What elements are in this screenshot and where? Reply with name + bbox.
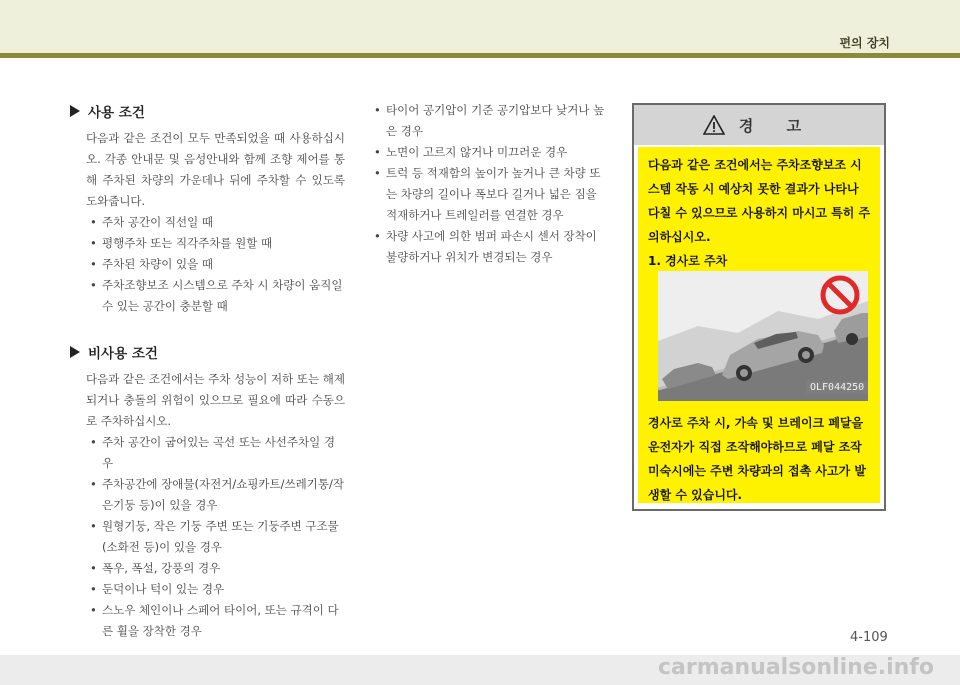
chapter-title: 편의 장치 bbox=[839, 36, 890, 50]
nonuse-conditions-list bbox=[86, 432, 345, 642]
warning-text-slope: 경사로 주차 시, 가속 및 브레이크 페달을 운전자가 직접 조작해야하므로 페달 조작 미숙시에는 주변 차량과의 접촉 사고가 발생할 수 있습니다. bbox=[648, 416, 866, 502]
left-column bbox=[70, 100, 345, 642]
list-item: • 폭우, 폭설, 강풍의 경우 bbox=[86, 558, 345, 579]
triangle-bullet-icon bbox=[70, 105, 80, 117]
page-number: 4-109 bbox=[850, 630, 888, 645]
header-rule bbox=[0, 53, 960, 58]
footer-watermark bbox=[0, 655, 960, 685]
list-item: • 주차 공간이 직선일 때 bbox=[86, 212, 345, 233]
image-code-label: OLF044250 bbox=[806, 381, 868, 394]
middle-column bbox=[370, 100, 610, 268]
list-item: • 주차공간에 장애물(자전거/쇼핑카트/쓰레기통/작은기둥 등)이 있을 경우 bbox=[86, 474, 345, 516]
list-item: • 주차조향보조 시스템으로 주차 시 차량이 움직일 수 있는 공간이 충분할 때 bbox=[86, 275, 345, 317]
list-item: • 차량 사고에 의한 범퍼 파손시 센서 장착이 불량하거나 위치가 변경되는 경우 bbox=[370, 226, 610, 268]
slope-parking-illustration bbox=[658, 271, 868, 401]
section-heading-use: 사용 조건 bbox=[70, 100, 345, 122]
warning-body bbox=[638, 147, 880, 503]
warning-box bbox=[632, 103, 886, 511]
nonuse-conditions-list-continued bbox=[370, 100, 610, 268]
warning-text: 다음과 같은 조건에서는 주차조향보조 시스템 작동 시 예상치 못한 결과가 나타나 다칠 수 있으므로 사용하지 마시고 특히 주의하십시오. 1. 경사로 주차 bbox=[648, 158, 871, 268]
warning-title: 경 고 bbox=[738, 116, 816, 135]
list-item: • 스노우 체인이나 스페어 타이어, 또는 규격이 다른 휠을 장착한 경우 bbox=[86, 600, 345, 642]
use-conditions-paragraph: 다음과 같은 조건이 모두 만족되었을 때 사용하십시오. 각종 안내문 및 음성안내와 함께 조향 제어를 통해 주차된 차량의 가운데나 뒤에 주차할 수 있도록 도와줍니다. bbox=[86, 131, 345, 208]
list-item: • 타이어 공기압이 기준 공기압보다 낮거나 높은 경우 bbox=[370, 100, 610, 142]
warning-triangle-icon bbox=[703, 115, 725, 135]
list-item: • 노면이 고르지 않거나 미끄러운 경우 bbox=[370, 142, 610, 163]
list-item: • 평행주차 또는 직각주차를 원할 때 bbox=[86, 233, 345, 254]
use-conditions-list bbox=[86, 212, 345, 317]
list-item: • 트럭 등 적재함의 높이가 높거나 큰 차량 또는 차량의 길이나 폭보다 길거나 넓은 짐을 적재하거나 트레일러를 연결한 경우 bbox=[370, 163, 610, 226]
header-band bbox=[0, 0, 960, 54]
list-item: • 원형기둥, 작은 기둥 주변 또는 기둥주변 구조물(소화전 등)이 있을 경우 bbox=[86, 516, 345, 558]
list-item: • 둔덕이나 턱이 있는 경우 bbox=[86, 579, 345, 600]
triangle-bullet-icon bbox=[70, 346, 80, 358]
warning-subheading: 1. 경사로 주차 bbox=[648, 254, 728, 268]
watermark-text: carmanualsonline.info bbox=[658, 655, 934, 680]
list-item: • 주차된 차량이 있을 때 bbox=[86, 254, 345, 275]
nonuse-conditions-paragraph: 다음과 같은 조건에서는 주차 성능이 저하 또는 해제되거나 충돌의 위험이 있으므로 필요에 따라 수동으로 주차하십시오. bbox=[86, 372, 345, 428]
section-heading-nonuse: 비사용 조건 bbox=[70, 341, 345, 363]
list-item: • 주차 공간이 굽어있는 곡선 또는 사선주차일 경우 bbox=[86, 432, 345, 474]
warning-header bbox=[634, 105, 884, 145]
